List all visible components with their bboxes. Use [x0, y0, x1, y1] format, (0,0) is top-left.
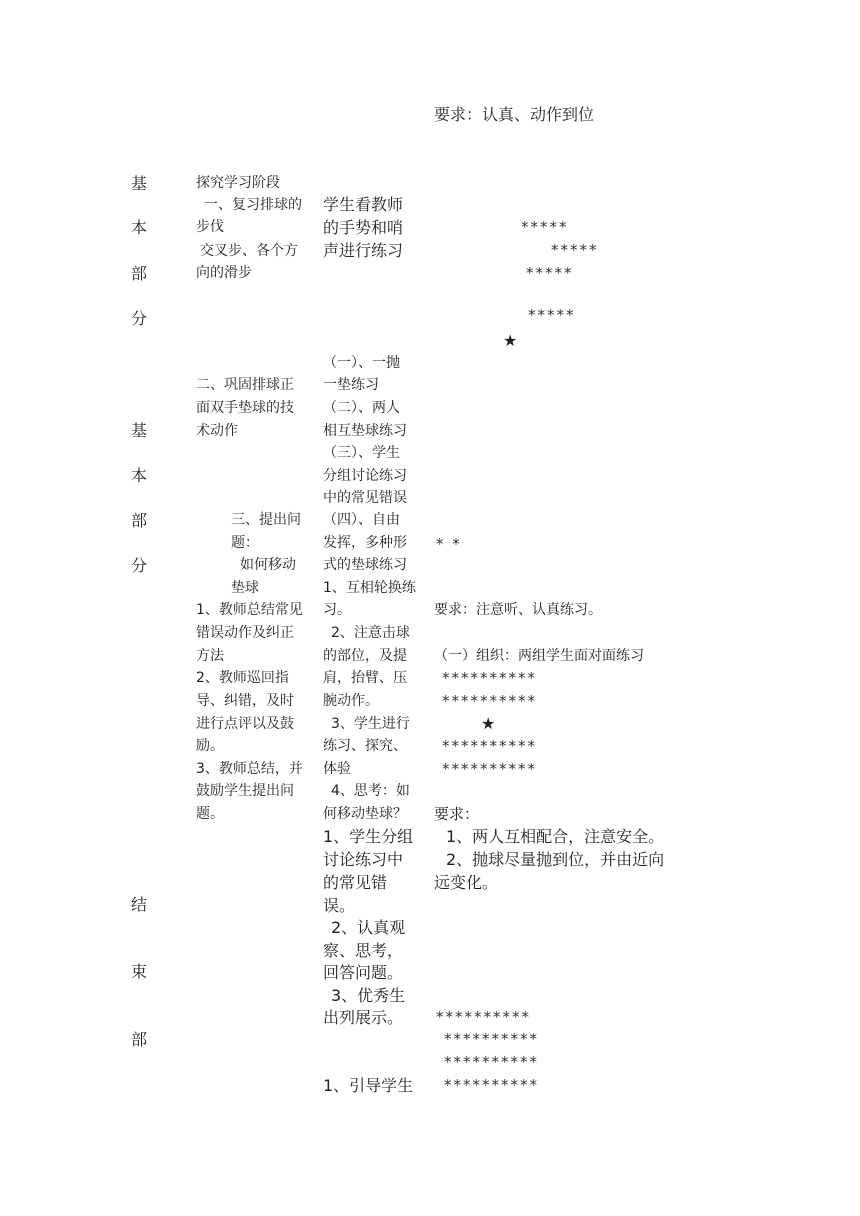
- text-line: 讨论练习中: [323, 850, 404, 869]
- text-line: 面双手垫球的技: [196, 400, 294, 416]
- text-line: 导、纠错，及时: [196, 693, 294, 709]
- section-char: 部: [131, 511, 148, 530]
- student-row-stars: **********: [442, 692, 537, 710]
- text-line: 腕动作。: [323, 693, 379, 709]
- text-line: 的手势和哨: [323, 218, 404, 237]
- section-char: 分: [131, 309, 148, 328]
- student-row-stars: **********: [442, 669, 537, 687]
- top-requirement: 要求：认真、动作到位: [434, 105, 595, 124]
- student-row-stars: **********: [442, 737, 537, 755]
- text-line: 励。: [196, 738, 224, 754]
- text-line: 3、学生进行: [331, 716, 410, 732]
- text-line: 误。: [323, 896, 356, 915]
- section-char: 部: [131, 1030, 148, 1049]
- text-line: 练习、探究、: [323, 738, 407, 754]
- requirement-3-item: 远变化。: [434, 873, 499, 892]
- text-line: 术动作: [196, 423, 238, 439]
- student-row-stars: **********: [444, 1076, 539, 1094]
- student-row-stars: *****: [526, 264, 574, 282]
- text-line: 出列展示。: [323, 1008, 404, 1027]
- student-row-stars: *****: [528, 306, 576, 324]
- text-line: 1、互相轮换练: [323, 580, 416, 596]
- text-line: 习。: [323, 602, 351, 618]
- section-char: 基: [131, 174, 148, 193]
- text-line: 题。: [196, 806, 224, 822]
- student-row-stars: **********: [444, 1030, 539, 1048]
- stage-title: 探究学习阶段: [196, 175, 280, 191]
- text-line: （四）、自由: [323, 512, 400, 528]
- text-line: 发挥，多种形: [323, 535, 407, 551]
- text-line: 何移动垫球？: [323, 806, 407, 822]
- text-line: 1、学生分组: [323, 827, 414, 846]
- text-line: 体验: [323, 761, 351, 777]
- text-line: 一垫练习: [323, 377, 379, 393]
- text-line: 3、教师总结，并: [196, 761, 303, 777]
- text-line: 向的滑步: [196, 265, 252, 281]
- text-line: 察、思考，: [323, 941, 404, 960]
- student-row-stars: **********: [444, 1053, 539, 1071]
- text-line: 题：: [231, 535, 259, 551]
- section-char: 本: [131, 218, 148, 237]
- text-line: 学生看教师: [323, 195, 404, 214]
- section-char: 基: [131, 421, 148, 440]
- student-row-stars: *****: [521, 218, 569, 236]
- text-line: 方法: [196, 648, 224, 664]
- text-line: 的部位，及提: [323, 648, 407, 664]
- pair-stars: * *: [436, 535, 462, 553]
- organization-text: （一）组织：两组学生面对面练习: [434, 648, 644, 664]
- text-line: 的常见错: [323, 873, 388, 892]
- text-line: （三）、学生: [323, 445, 400, 461]
- text-line: 2、教师巡回指: [196, 670, 289, 686]
- section-char: 分: [131, 556, 148, 575]
- text-line: 三、提出问: [231, 512, 301, 528]
- text-line: 垫球: [231, 580, 259, 596]
- text-line: 声进行练习: [323, 241, 404, 260]
- requirement-3-item: 2、抛球尽量抛到位，并由近向: [446, 850, 665, 869]
- text-line: （一）、一抛: [323, 355, 400, 371]
- section-char: 束: [131, 962, 148, 981]
- text-line: 进行点评以及鼓: [196, 716, 294, 732]
- text-line: 二、巩固排球正: [196, 377, 294, 393]
- text-line: 鼓励学生提出问: [196, 783, 294, 799]
- student-row-stars: *****: [551, 241, 599, 259]
- teacher-star-icon: ★: [481, 714, 496, 733]
- text-line: （二）、两人: [323, 400, 400, 416]
- text-line: 如何移动: [240, 557, 296, 573]
- text-line: 1、教师总结常见: [196, 602, 303, 618]
- text-line: 交叉步、各个方: [200, 243, 298, 259]
- section-char: 结: [131, 895, 148, 914]
- requirement-3-title: 要求：: [434, 805, 480, 823]
- section-char: 部: [131, 264, 148, 283]
- requirement-3-item: 1、两人互相配合，注意安全。: [446, 827, 665, 846]
- student-row-stars: **********: [442, 760, 537, 778]
- teacher-star-icon: ★: [503, 331, 518, 350]
- text-line: 2、注意击球: [331, 625, 410, 641]
- requirement-2: 要求：注意听、认真练习。: [434, 602, 602, 618]
- text-line: 1、引导学生: [323, 1076, 414, 1095]
- text-line: 分组讨论练习: [323, 468, 407, 484]
- text-line: 相互垫球练习: [323, 423, 407, 439]
- text-line: 步伐: [196, 219, 224, 235]
- section-char: 本: [131, 466, 148, 485]
- text-line: 2、认真观: [331, 918, 406, 937]
- student-row-stars: **********: [436, 1008, 531, 1026]
- text-line: 中的常见错误: [323, 490, 407, 506]
- text-line: 回答问题。: [323, 963, 404, 982]
- text-line: 式的垫球练习: [323, 557, 407, 573]
- text-line: 4、思考：如: [331, 783, 410, 799]
- text-line: 错误动作及纠正: [196, 625, 294, 641]
- text-line: 一、复习排球的: [204, 197, 302, 213]
- text-line: 肩，抬臂、压: [323, 670, 407, 686]
- text-line: 3、优秀生: [331, 986, 406, 1005]
